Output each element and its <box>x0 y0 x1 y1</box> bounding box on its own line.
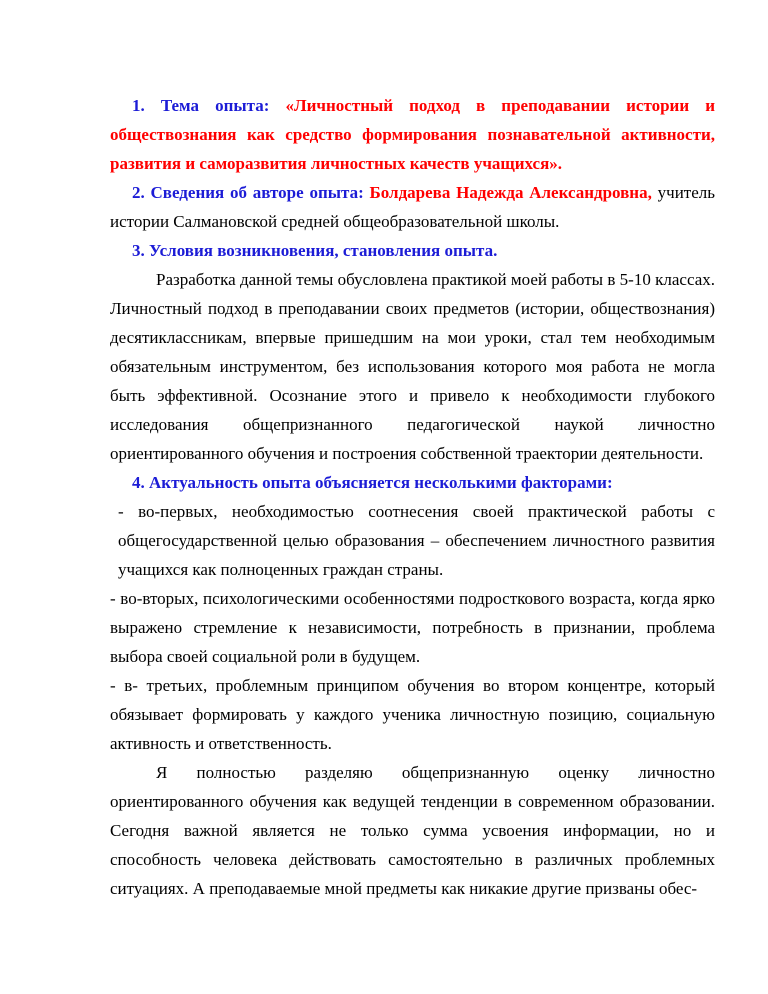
section-3-heading: 3. Условия возникновения, становления опыта. <box>132 241 498 260</box>
list-item-first: - во-первых, необходимостью соотнесения своей практической работы с общегосударственной целью образования – обеспечением личностного развития учащихся как полноценных граждан страны. <box>118 502 715 579</box>
document-page <box>110 91 715 903</box>
section-1-topic-text: «Личностный подход в преподавании истории и обществознания как средство формирования познавательной активности, развития и саморазвития личностных качеств учащихся». <box>110 96 715 173</box>
section-3-paragraph: Разработка данной темы обусловлена практикой моей работы в 5-10 классах. Личностный подход в преподавании своих предметов (истории, обществознания) десятиклассникам, впервые пришедшим на мои уроки, стал тем необходимым обязательным инструментом, без использования которого моя работа не могла быть эффективной. Осознание этого и привело к необходимости глубокого исследования общепризнанного педагогической наукой личностно ориентированного обучения и построения собственной траектории деятельности. <box>110 270 715 463</box>
list-item-second: - во-вторых, психологическими особенностями подросткового возраста, когда ярко выражено стремление к независимости, потребность в признании, проблема выбора своей социальной роли в будущем. <box>110 589 715 666</box>
section-1-label: 1. Тема опыта: <box>132 96 270 115</box>
section-1-topic <box>110 91 715 178</box>
section-4-heading: 4. Актуальность опыта объясняется несколькими факторами: <box>132 473 613 492</box>
section-2-author-name: Болдарева Надежда Александровна, <box>369 183 652 202</box>
section-2-label: 2. Сведения об авторе опыта: <box>132 183 364 202</box>
list-item-third: - в- третьих, проблемным принципом обучения во втором концентре, который обязывает формировать у каждого ученика личностную позицию, социальную активность и ответственность. <box>110 676 715 753</box>
section-2-author <box>110 178 715 236</box>
section-4-closing-paragraph: Я полностью разделяю общепризнанную оценку личностно ориентированного обучения как ведущей тенденции в современном образовании. Сегодня важной является не только сумма усвоения информации, но и способность человека действовать самостоятельно в различных проблемных ситуациях. А преподаваемые мной предметы как никакие другие призваны обес- <box>110 763 715 898</box>
section-2-author-role: учитель истории Салмановской средней общеобразовательной школы. <box>110 183 715 231</box>
